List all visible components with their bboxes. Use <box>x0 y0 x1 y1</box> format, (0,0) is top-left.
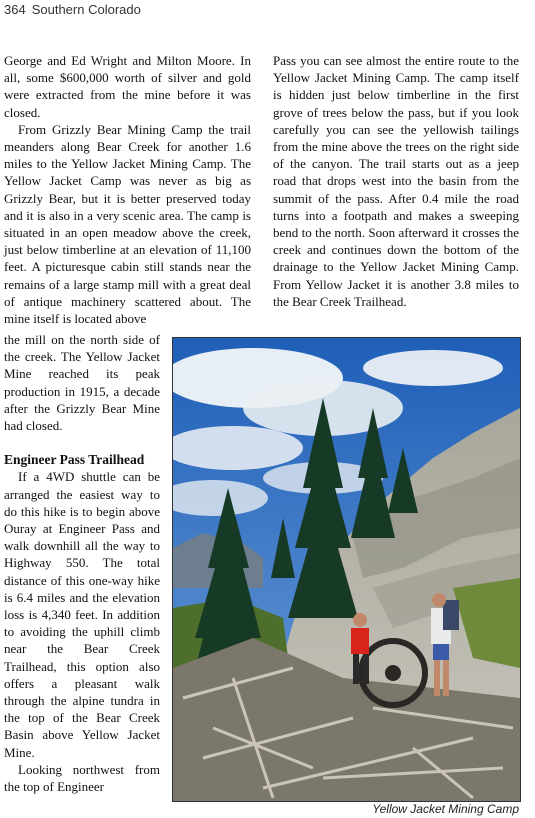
mining-camp-photo <box>172 337 521 802</box>
right-column <box>273 52 519 310</box>
page-number: 364 <box>4 2 26 17</box>
paragraph: From Grizzly Bear Mining Camp the trail meanders along Bear Creek for another 1.6 miles to the Yellow Jacket Mining Camp. The Yellow Jacket Camp was never as big as Grizzly Bear, but it is better preserved today and it is also in a very scenic area. The camp is situated in an open meadow above the creek, just below timberline at an elevation of 11,100 feet. A picturesque cabin still stands near the remains of a large stamp mill with a great deal of antique machinery scattered about. The mine itself is located above <box>4 121 251 327</box>
left-column-wrap <box>4 331 160 795</box>
paragraph: Pass you can see almost the entire route to the Yellow Jacket Mining Camp. The camp itself is hidden just below timberline in the first grove of trees below the pass, but if you look carefully you can see the yellowish tailings from the mine above the trees on the right side of the canyon. The trail starts out as a jeep road that drops west into the basin from the summit of the pass. After 0.4 mile the road turns into a footpath and makes a sweeping bend to the north. Soon afterward it crosses the creek and continues down the bottom of the drainage to the Yellow Jacket Mining Camp. From Yellow Jacket it is another 3.8 miles to the Bear Creek Trailhead. <box>273 53 519 309</box>
section-heading: Engineer Pass Trailhead <box>4 452 145 468</box>
paragraph: If a 4WD shuttle can be arranged the easiest way to do this hike is to begin above Ouray at Engineer Pass and walk downhill all the way to Highway 550. The total distance of this one-way hike is 6.4 miles and the elevation loss is 4,340 feet. In addition to avoiding the uphill climb near the Bear Creek Trailhead, this option also offers a pleasant walk through the alpine tundra in the top of the Bear Creek Basin above Yellow Jacket Mine. <box>4 469 160 760</box>
paragraph: Looking northwest from the top of Engineer <box>4 761 160 795</box>
paragraph: George and Ed Wright and Milton Moore. In all, some $600,000 worth of silver and gold were extracted from the mine before it was closed. <box>4 53 251 120</box>
page-header <box>4 2 141 17</box>
paragraph: the mill on the north side of the creek. The Yellow Jacket Mine reached its peak production in 1915, a decade after the Grizzly Bear Mine had closed. <box>4 332 160 434</box>
left-column <box>4 52 251 327</box>
section-title: Southern Colorado <box>31 2 141 17</box>
photo-caption: Yellow Jacket Mining Camp <box>372 802 519 816</box>
